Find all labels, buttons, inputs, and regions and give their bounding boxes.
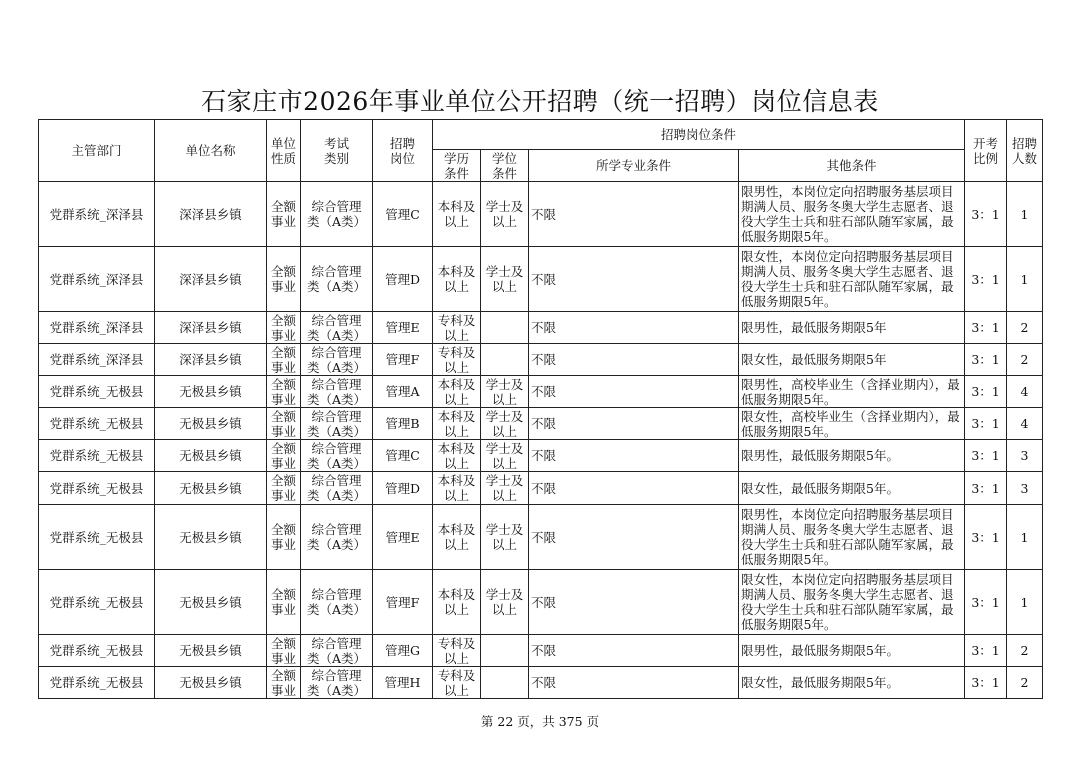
header-post: 招聘 岗位	[373, 120, 433, 182]
cell-ratio: 3：1	[965, 344, 1007, 376]
header-edu: 学历 条件	[433, 150, 481, 182]
cell-ratio: 3：1	[965, 440, 1007, 472]
cell-nature: 全额 事业	[267, 667, 301, 699]
cell-nature: 全额 事业	[267, 247, 301, 312]
cell-ratio: 3：1	[965, 247, 1007, 312]
table-row	[39, 182, 1043, 247]
cell-ratio: 3：1	[965, 376, 1007, 408]
table-row	[39, 247, 1043, 312]
cell-dept: 党群系统_无极县	[39, 440, 155, 472]
cell-exam: 综合管理 类（A类）	[301, 440, 373, 472]
table-row	[39, 440, 1043, 472]
table-row	[39, 570, 1043, 635]
cell-major: 不限	[529, 182, 739, 247]
cell-other: 限男性，最低服务期限5年	[739, 312, 965, 344]
cell-edu: 本科及 以上	[433, 570, 481, 635]
cell-other: 限女性，本岗位定向招聘服务基层项目期满人员、服务冬奥大学生志愿者、退役大学生士兵和驻石部队随军家属，最低服务期限5年。	[739, 570, 965, 635]
cell-major: 不限	[529, 247, 739, 312]
cell-degree	[481, 667, 529, 699]
header-ratio: 开考 比例	[965, 120, 1007, 182]
cell-other: 限女性，最低服务期限5年	[739, 344, 965, 376]
cell-degree: 学士及 以上	[481, 408, 529, 440]
cell-unit: 深泽县乡镇	[155, 182, 267, 247]
table-row	[39, 344, 1043, 376]
cell-dept: 党群系统_深泽县	[39, 344, 155, 376]
cell-count: 2	[1007, 312, 1043, 344]
positions-table	[38, 119, 1043, 699]
cell-unit: 无极县乡镇	[155, 570, 267, 635]
cell-unit: 深泽县乡镇	[155, 247, 267, 312]
cell-dept: 党群系统_无极县	[39, 472, 155, 505]
cell-post: 管理E	[373, 505, 433, 570]
cell-degree: 学士及 以上	[481, 376, 529, 408]
cell-ratio: 3：1	[965, 408, 1007, 440]
cell-unit: 无极县乡镇	[155, 440, 267, 472]
cell-post: 管理D	[373, 247, 433, 312]
cell-count: 1	[1007, 182, 1043, 247]
cell-degree: 学士及 以上	[481, 247, 529, 312]
cell-count: 4	[1007, 408, 1043, 440]
cell-ratio: 3：1	[965, 505, 1007, 570]
cell-post: 管理G	[373, 635, 433, 667]
cell-exam: 综合管理 类（A类）	[301, 182, 373, 247]
cell-post: 管理C	[373, 440, 433, 472]
header-other: 其他条件	[739, 150, 965, 182]
cell-nature: 全额 事业	[267, 440, 301, 472]
cell-degree: 学士及 以上	[481, 182, 529, 247]
cell-degree	[481, 344, 529, 376]
table-row	[39, 667, 1043, 699]
cell-edu: 本科及 以上	[433, 182, 481, 247]
cell-exam: 综合管理 类（A类）	[301, 505, 373, 570]
cell-edu: 本科及 以上	[433, 247, 481, 312]
cell-dept: 党群系统_无极县	[39, 505, 155, 570]
cell-edu: 专科及 以上	[433, 344, 481, 376]
header-count: 招聘 人数	[1007, 120, 1043, 182]
header-dept: 主管部门	[39, 120, 155, 182]
cell-nature: 全额 事业	[267, 635, 301, 667]
cell-edu: 本科及 以上	[433, 472, 481, 505]
cell-count: 4	[1007, 376, 1043, 408]
table-row	[39, 312, 1043, 344]
table-row	[39, 376, 1043, 408]
cell-dept: 党群系统_无极县	[39, 376, 155, 408]
cell-edu: 专科及 以上	[433, 312, 481, 344]
cell-unit: 无极县乡镇	[155, 408, 267, 440]
cell-dept: 党群系统_无极县	[39, 667, 155, 699]
cell-dept: 党群系统_无极县	[39, 635, 155, 667]
cell-nature: 全额 事业	[267, 182, 301, 247]
header-major: 所学专业条件	[529, 150, 739, 182]
table-body	[39, 182, 1043, 699]
cell-count: 1	[1007, 570, 1043, 635]
cell-post: 管理H	[373, 667, 433, 699]
cell-degree: 学士及 以上	[481, 440, 529, 472]
cell-other: 限男性，最低服务期限5年。	[739, 635, 965, 667]
cell-unit: 无极县乡镇	[155, 505, 267, 570]
cell-nature: 全额 事业	[267, 505, 301, 570]
cell-exam: 综合管理 类（A类）	[301, 376, 373, 408]
cell-post: 管理F	[373, 344, 433, 376]
header-nature: 单位 性质	[267, 120, 301, 182]
cell-unit: 无极县乡镇	[155, 376, 267, 408]
cell-other: 限男性，本岗位定向招聘服务基层项目期满人员、服务冬奥大学生志愿者、退役大学生士兵和驻石部队随军家属，最低服务期限5年。	[739, 182, 965, 247]
cell-major: 不限	[529, 312, 739, 344]
cell-count: 2	[1007, 635, 1043, 667]
cell-degree: 学士及 以上	[481, 570, 529, 635]
cell-post: 管理E	[373, 312, 433, 344]
cell-exam: 综合管理 类（A类）	[301, 635, 373, 667]
cell-post: 管理D	[373, 472, 433, 505]
cell-unit: 无极县乡镇	[155, 472, 267, 505]
cell-ratio: 3：1	[965, 312, 1007, 344]
cell-dept: 党群系统_深泽县	[39, 182, 155, 247]
cell-other: 限女性，本岗位定向招聘服务基层项目期满人员、服务冬奥大学生志愿者、退役大学生士兵和驻石部队随军家属，最低服务期限5年。	[739, 247, 965, 312]
page-footer: 第 22 页，共 375 页	[480, 714, 600, 729]
cell-major: 不限	[529, 344, 739, 376]
cell-other: 限女性，最低服务期限5年。	[739, 472, 965, 505]
cell-major: 不限	[529, 408, 739, 440]
header-unit: 单位名称	[155, 120, 267, 182]
cell-other: 限男性，最低服务期限5年。	[739, 440, 965, 472]
cell-dept: 党群系统_无极县	[39, 408, 155, 440]
cell-other: 限女性，高校毕业生（含择业期内），最低服务期限5年。	[739, 408, 965, 440]
cell-other: 限女性，最低服务期限5年。	[739, 667, 965, 699]
cell-edu: 本科及 以上	[433, 408, 481, 440]
header-conditions: 招聘岗位条件	[433, 120, 965, 150]
cell-edu: 本科及 以上	[433, 505, 481, 570]
cell-dept: 党群系统_深泽县	[39, 312, 155, 344]
cell-degree: 学士及 以上	[481, 505, 529, 570]
cell-ratio: 3：1	[965, 570, 1007, 635]
cell-ratio: 3：1	[965, 635, 1007, 667]
cell-unit: 深泽县乡镇	[155, 344, 267, 376]
cell-count: 2	[1007, 344, 1043, 376]
cell-major: 不限	[529, 570, 739, 635]
table-row	[39, 635, 1043, 667]
table-row	[39, 505, 1043, 570]
cell-count: 2	[1007, 667, 1043, 699]
cell-edu: 本科及 以上	[433, 376, 481, 408]
cell-count: 3	[1007, 440, 1043, 472]
cell-count: 1	[1007, 247, 1043, 312]
cell-exam: 综合管理 类（A类）	[301, 570, 373, 635]
table-row	[39, 472, 1043, 505]
cell-major: 不限	[529, 667, 739, 699]
cell-dept: 党群系统_深泽县	[39, 247, 155, 312]
cell-nature: 全额 事业	[267, 570, 301, 635]
cell-nature: 全额 事业	[267, 344, 301, 376]
cell-count: 1	[1007, 505, 1043, 570]
cell-nature: 全额 事业	[267, 472, 301, 505]
cell-major: 不限	[529, 635, 739, 667]
cell-ratio: 3：1	[965, 667, 1007, 699]
header-degree: 学位 条件	[481, 150, 529, 182]
cell-post: 管理B	[373, 408, 433, 440]
cell-exam: 综合管理 类（A类）	[301, 312, 373, 344]
header-exam: 考试 类别	[301, 120, 373, 182]
cell-nature: 全额 事业	[267, 376, 301, 408]
page-title: 石家庄市2026年事业单位公开招聘（统一招聘）岗位信息表	[201, 87, 879, 116]
cell-major: 不限	[529, 472, 739, 505]
cell-edu: 本科及 以上	[433, 440, 481, 472]
cell-exam: 综合管理 类（A类）	[301, 472, 373, 505]
cell-degree	[481, 635, 529, 667]
cell-major: 不限	[529, 376, 739, 408]
cell-unit: 深泽县乡镇	[155, 312, 267, 344]
cell-ratio: 3：1	[965, 182, 1007, 247]
cell-nature: 全额 事业	[267, 312, 301, 344]
cell-post: 管理F	[373, 570, 433, 635]
cell-exam: 综合管理 类（A类）	[301, 344, 373, 376]
cell-other: 限男性，本岗位定向招聘服务基层项目期满人员、服务冬奥大学生志愿者、退役大学生士兵和驻石部队随军家属，最低服务期限5年。	[739, 505, 965, 570]
cell-unit: 无极县乡镇	[155, 667, 267, 699]
cell-edu: 专科及 以上	[433, 635, 481, 667]
cell-major: 不限	[529, 505, 739, 570]
table-row	[39, 408, 1043, 440]
cell-exam: 综合管理 类（A类）	[301, 667, 373, 699]
cell-post: 管理C	[373, 182, 433, 247]
cell-edu: 专科及 以上	[433, 667, 481, 699]
cell-post: 管理A	[373, 376, 433, 408]
cell-degree	[481, 312, 529, 344]
cell-dept: 党群系统_无极县	[39, 570, 155, 635]
cell-other: 限男性，高校毕业生（含择业期内），最低服务期限5年。	[739, 376, 965, 408]
cell-major: 不限	[529, 440, 739, 472]
cell-nature: 全额 事业	[267, 408, 301, 440]
cell-exam: 综合管理 类（A类）	[301, 408, 373, 440]
cell-unit: 无极县乡镇	[155, 635, 267, 667]
cell-exam: 综合管理 类（A类）	[301, 247, 373, 312]
cell-count: 3	[1007, 472, 1043, 505]
cell-degree: 学士及 以上	[481, 472, 529, 505]
cell-ratio: 3：1	[965, 472, 1007, 505]
